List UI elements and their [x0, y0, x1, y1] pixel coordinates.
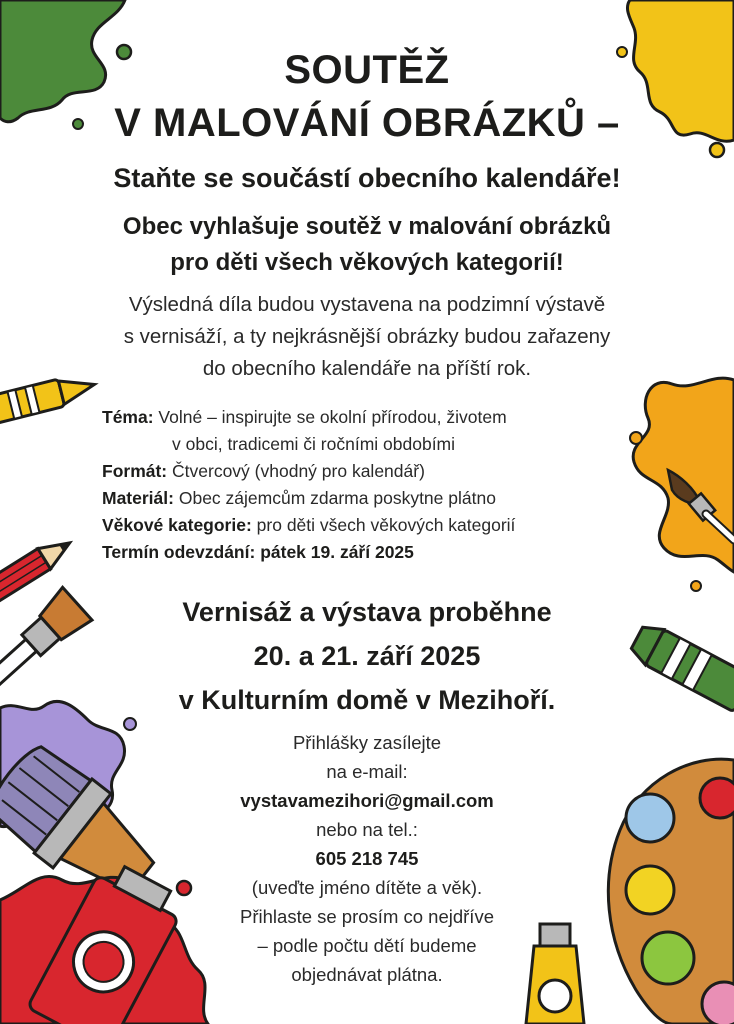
- contact-info: [0, 728, 734, 989]
- phone-number[interactable]: 605 218 745: [315, 848, 419, 869]
- contact-email-line: [0, 757, 734, 815]
- detail-value: v obci, tradicemi či ročními obdobími: [172, 434, 456, 454]
- event-line: Vernisáž a výstava proběhne: [182, 597, 552, 627]
- lead-line: Obec vyhlašuje soutěž v malování obrázků: [122, 213, 612, 240]
- contact-line: Přihlášky zasílejte: [292, 732, 442, 753]
- detail-format: [102, 458, 662, 485]
- detail-theme-continued: [102, 431, 662, 458]
- intro-paragraph: [0, 289, 734, 385]
- contest-details: [102, 404, 662, 566]
- email-link[interactable]: vystavamezihori@gmail.com: [240, 790, 494, 811]
- detail-label: Materiál:: [102, 488, 174, 508]
- event-announcement: [0, 590, 734, 722]
- page-title-line-2: V MALOVÁNÍ OBRÁZKŮ –: [114, 101, 620, 145]
- detail-value: pátek 19. září 2025: [260, 542, 414, 562]
- contact-line: objednávat plátna.: [291, 964, 443, 985]
- page-subtitle: Staňte se součástí obecního kalendáře!: [113, 163, 621, 193]
- intro-line: s vernisáží, a ty nejkrásnější obrázky budou zařazeny: [123, 325, 611, 348]
- contact-phone-line: [0, 815, 734, 873]
- intro-line: Výsledná díla budou vystavena na podzimní výstavě: [128, 293, 606, 316]
- phone-prefix: nebo na tel.:: [316, 819, 418, 840]
- event-date: 20. a 21. září 2025: [253, 641, 481, 671]
- detail-value: pro děti všech věkových kategorií: [256, 515, 516, 535]
- detail-label: Věkové kategorie:: [102, 515, 252, 535]
- email-prefix: na e-mail:: [326, 761, 408, 782]
- detail-label: Téma:: [102, 407, 154, 427]
- detail-deadline: [102, 539, 662, 566]
- contact-line: – podle počtu dětí budeme: [257, 935, 477, 956]
- detail-value: Obec zájemcům zdarma poskytne plátno: [178, 488, 496, 508]
- contact-line: Přihlaste se prosím co nejdříve: [240, 906, 494, 927]
- intro-line: do obecního kalendáře na příští rok.: [202, 357, 532, 380]
- event-venue: v Kulturním domě v Mezihoří.: [178, 685, 556, 715]
- detail-value: Čtvercový (vhodný pro kalendář): [172, 461, 425, 481]
- contact-line: (uveďte jméno dítěte a věk).: [251, 877, 483, 898]
- lead-line: pro děti všech věkových kategorií!: [170, 249, 564, 276]
- detail-value: Volné – inspirujte se okolní přírodou, životem: [158, 407, 507, 427]
- detail-label: Formát:: [102, 461, 168, 481]
- detail-age: [102, 512, 662, 539]
- detail-material: [102, 485, 662, 512]
- lead-text: [0, 209, 734, 281]
- detail-label: Termín odevzdání:: [102, 542, 256, 562]
- detail-theme: [102, 404, 662, 431]
- page-title: SOUTĚŽ: [284, 48, 450, 92]
